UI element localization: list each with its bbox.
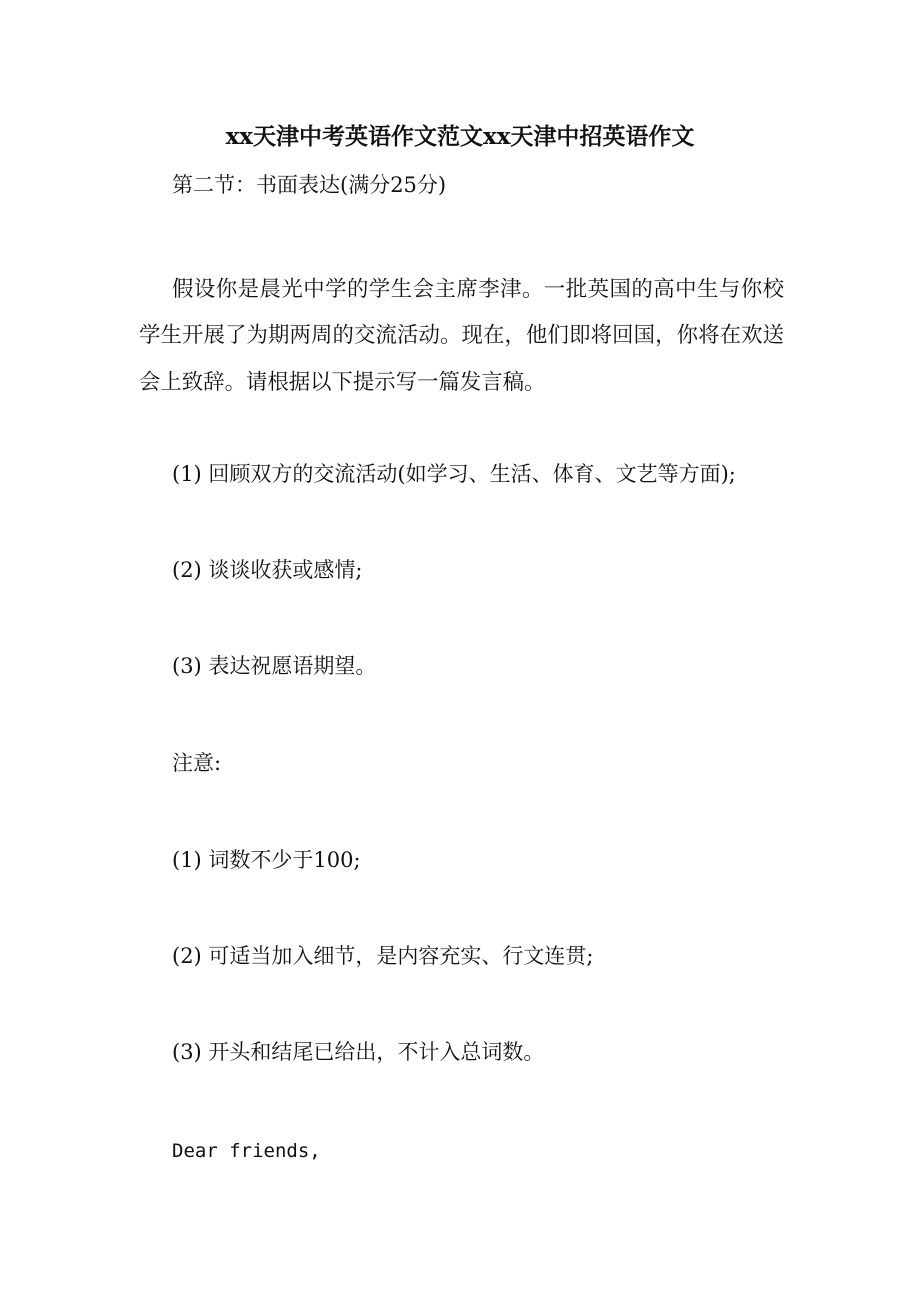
note-1: (1) 词数不少于100; — [172, 848, 361, 872]
document-title: xx天津中考英语作文范文xx天津中招英语作文 — [225, 123, 695, 150]
point-3: (3) 表达祝愿语期望。 — [172, 654, 377, 678]
point-2: (2) 谈谈收获或感情; — [172, 558, 363, 582]
point-1: (1) 回顾双方的交流活动(如学习、生活、体育、文艺等方面); — [172, 462, 736, 486]
note-3: (3) 开头和结尾已给出，不计入总词数。 — [172, 1040, 545, 1064]
note-2: (2) 可适当加入细节，是内容充实、行文连贯; — [172, 944, 594, 968]
notes-label: 注意: — [172, 751, 222, 775]
greeting: Dear friends, — [172, 1140, 321, 1162]
prompt-paragraph: 假设你是晨光中学的学生会主席李津。一批英国的高中生与你校学生开展了为期两周的交流活动。现在，他们即将回国，你将在欢送会上致辞。请根据以下提示写一篇发言稿。 — [139, 277, 784, 395]
section-heading: 第二节：书面表达(满分25分) — [172, 173, 447, 197]
